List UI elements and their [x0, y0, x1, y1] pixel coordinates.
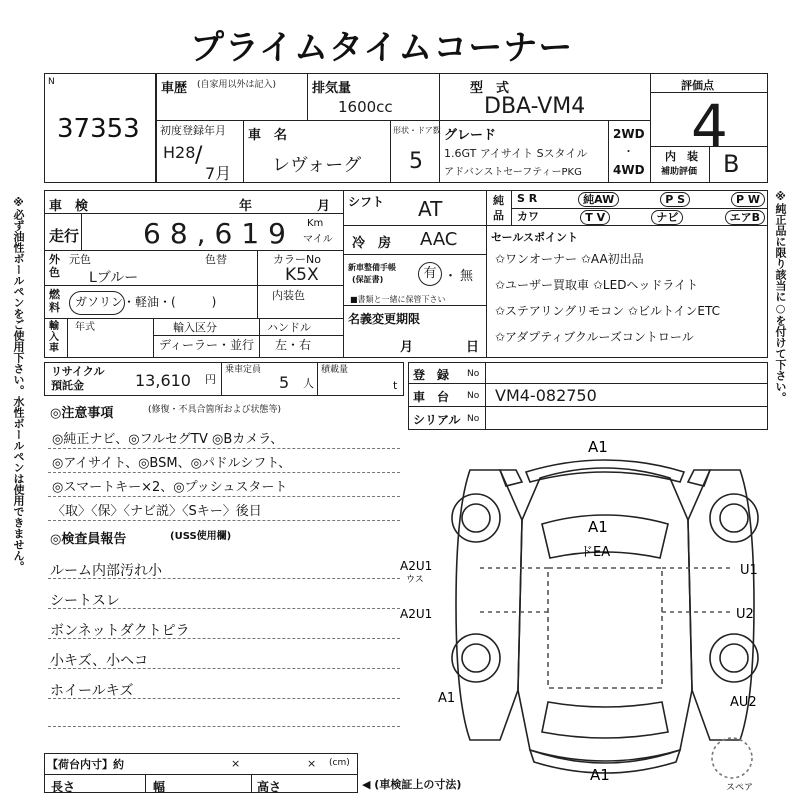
- lot-label: N: [48, 77, 55, 87]
- import-year-label: 年式: [75, 322, 95, 333]
- import-category-label: 輸入区分: [173, 321, 217, 334]
- model-value: DBA-VM4: [484, 94, 586, 119]
- registration-no: No: [467, 369, 480, 379]
- capacity-unit: 人: [303, 377, 314, 390]
- note-line: ◎純正ナビ、◎フルセグTV ◎Bカメラ、: [52, 432, 284, 447]
- equipment-box: [486, 190, 768, 226]
- shaken-year: 年: [239, 199, 253, 214]
- equipment-item[interactable]: S R: [517, 192, 538, 205]
- sales-item: ✩ステアリングリモコン ✩ビルトインETC: [495, 304, 720, 318]
- serial-label: シリアル: [413, 413, 461, 427]
- chassis-label: 車 台: [413, 390, 450, 404]
- displacement-label: 排気量: [312, 81, 352, 96]
- import-box: [44, 318, 344, 358]
- doors-value: 5: [409, 149, 423, 174]
- inspector-list: [50, 556, 390, 706]
- mark-left-upper: A2U1: [400, 559, 433, 573]
- color-value: Lブルー: [89, 270, 139, 286]
- load-unit: t: [393, 379, 398, 392]
- inspector-sub-label: (USS使用欄): [170, 531, 232, 542]
- serial-box: [408, 406, 768, 430]
- note-line: ◎アイサイト、◎BSM、◎パドルシフト、: [52, 456, 292, 471]
- doors-box: [390, 120, 440, 183]
- aircon-box: [343, 225, 487, 255]
- first-reg-label: 初度登録年月: [160, 124, 226, 137]
- mark-bottom: A1: [590, 766, 610, 784]
- notes-list: [52, 428, 402, 524]
- cargo-note: ◀ (車検証上の寸法): [362, 778, 462, 791]
- cargo-unit: (cm): [329, 758, 350, 768]
- mileage-value: 68,619: [143, 217, 295, 250]
- name-period-box: [343, 305, 487, 358]
- fuel-selected-circle: [69, 291, 125, 315]
- warranty-no[interactable]: 無: [460, 269, 474, 284]
- notes-label: ◎注意事項: [50, 406, 114, 421]
- registration-box: [408, 362, 768, 384]
- car-name-label: 車 名: [248, 128, 288, 143]
- mark-rear-right: AU2: [730, 695, 757, 710]
- grade-score-box: [650, 73, 768, 183]
- chassis-value: VM4-082750: [495, 386, 597, 405]
- equipment-item[interactable]: T V: [580, 210, 610, 225]
- import-category-value[interactable]: ディーラー・並行: [159, 338, 255, 352]
- interior-sub-label: 補助評価: [661, 167, 698, 177]
- notes-section: [44, 398, 404, 526]
- mark-front-note: ドEA: [580, 545, 611, 560]
- first-reg-year: H28: [163, 143, 196, 162]
- shaken-month: 月: [317, 199, 331, 214]
- model-label: 型 式: [470, 81, 510, 96]
- cargo-length: 長さ: [51, 780, 76, 794]
- shift-box: [343, 190, 487, 226]
- fuel-box: [44, 285, 344, 319]
- capacity-label: 乗車定員: [225, 365, 262, 375]
- recycle-box: [44, 362, 404, 396]
- lot-number: 37353: [57, 114, 140, 144]
- recycle-value: 13,610: [135, 371, 191, 390]
- inspector-line: ホイールキズ: [50, 683, 134, 699]
- mark-right-lower: U2: [736, 607, 754, 622]
- import-handle-value[interactable]: 左・右: [275, 338, 312, 352]
- first-reg-month: 7月: [205, 164, 232, 183]
- color-code: K5X: [285, 265, 319, 285]
- import-label: 輸入車: [49, 321, 59, 354]
- equipment-item[interactable]: エアB: [725, 210, 765, 225]
- capacity-value: 5: [279, 373, 290, 392]
- equipment-item[interactable]: ナビ: [651, 210, 683, 225]
- shift-label: シフト: [348, 195, 385, 209]
- aircon-label: 冷 房: [352, 236, 392, 251]
- sales-box: [486, 225, 768, 358]
- drive-sep: ・: [623, 145, 634, 158]
- sales-label: セールスポイント: [491, 231, 579, 244]
- color-code-label: カラーNo: [273, 253, 321, 266]
- mileage-unit-mile: マイル: [303, 234, 333, 245]
- mark-left-upper-sub: ウス: [406, 575, 424, 585]
- equipment-item[interactable]: 純AW: [578, 192, 619, 207]
- shift-value: AT: [418, 197, 443, 221]
- mark-rear-left: A1: [438, 691, 456, 706]
- equipment-item[interactable]: P S: [660, 192, 690, 207]
- inspector-line: ボンネットダクトピラ: [50, 623, 190, 639]
- registration-label: 登 録: [413, 368, 450, 382]
- mileage-label: 走行: [49, 227, 80, 245]
- grade-line2: アドバンストセーフティーPKG: [444, 167, 582, 178]
- warranty-yes[interactable]: 有: [418, 262, 442, 286]
- cargo-label: 【荷台内寸】約: [47, 758, 124, 771]
- grade-label: グレード: [444, 128, 497, 143]
- fuel-options[interactable]: ガソリン・軽油・( ): [75, 295, 217, 309]
- sales-item: ✩アダプティブクルーズコントロール: [495, 330, 694, 344]
- sales-item: ✩ユーザー買取車 ✩LEDヘッドライト: [495, 278, 699, 292]
- equipment-side-label: 純品: [493, 194, 504, 222]
- fuel-label: 燃料: [49, 288, 60, 314]
- inspector-section: [44, 526, 404, 746]
- drive-4wd[interactable]: 4WD: [613, 163, 645, 177]
- mark-left-lower: A2U1: [400, 607, 433, 621]
- grade-score-value: 4: [691, 92, 728, 160]
- spare-label: スペア: [726, 783, 754, 793]
- drive-box: [608, 120, 651, 183]
- equipment-item[interactable]: P W: [731, 192, 765, 207]
- inspector-line: ルーム内部汚れ小: [50, 563, 162, 579]
- sales-item: ✩ワンオーナー ✩AA初出品: [495, 252, 644, 266]
- note-line: 〈取〉〈保〉〈ナビ説〉〈Sキー〉後日: [52, 504, 262, 519]
- doors-label: 形状・ドア数: [393, 126, 441, 135]
- color-current-label: 色替: [205, 253, 227, 266]
- history-note: (自家用以外は記入): [197, 80, 277, 90]
- inspector-line: 小キズ、小ヘコ: [50, 653, 149, 669]
- warranty-note: ■書類と一緒に保管下さい: [350, 295, 446, 304]
- mark-right-upper: U1: [740, 563, 758, 578]
- name-period-label: 名義変更期限: [348, 312, 421, 326]
- serial-no: No: [467, 414, 480, 424]
- mark-top: A1: [588, 438, 608, 456]
- model-box: [439, 73, 651, 121]
- inspector-label: ◎検査員報告: [50, 532, 127, 547]
- cargo-box: [44, 753, 358, 793]
- recycle-unit: 円: [205, 373, 216, 386]
- color-label: 外色: [49, 253, 60, 279]
- load-label: 積載量: [321, 365, 349, 375]
- car-name-box: [243, 120, 391, 183]
- recycle-label: リサイクル: [51, 365, 105, 378]
- chassis-box: [408, 383, 768, 407]
- shaken-box: [44, 190, 344, 214]
- mileage-unit-km: Km: [307, 218, 324, 229]
- drive-2wd[interactable]: 2WD: [613, 127, 645, 141]
- displacement-value: 1600cc: [338, 98, 393, 116]
- interior-color-label: 内装色: [272, 289, 305, 302]
- cargo-x1: ×: [231, 757, 241, 770]
- color-box: [44, 250, 344, 286]
- mileage-box: [44, 213, 344, 251]
- displacement-box: [307, 73, 440, 121]
- inspector-line: シートスレ: [50, 593, 120, 609]
- warranty-label: 新車整備手帳: [348, 263, 396, 272]
- mark-roof: A1: [588, 518, 608, 536]
- interior-value: B: [723, 150, 740, 178]
- warranty-box: 新車整備手帳 (保証書) 有 ・ 無 ■書類と一緒に保管下さい: [343, 254, 487, 306]
- shaken-label: 車 検: [49, 199, 89, 214]
- note-line: ◎スマートキー×2、◎プッシュスタート: [52, 480, 288, 495]
- history-box: [156, 73, 308, 121]
- history-label: 車歴: [161, 81, 188, 96]
- side-note-left: ※必ず油性ボールペンをご使用下さい。水性ボールペンは使用できません。: [12, 196, 25, 572]
- first-reg-box: 初度登録年月 H28 / 7月: [156, 120, 244, 183]
- side-note-right: ※純正品に限り該当に○を付けて下さい。: [774, 190, 787, 403]
- name-period-day: 日: [466, 340, 480, 355]
- grade-line1: 1.6GT アイサイト Sスタイル: [444, 147, 588, 160]
- equipment-item[interactable]: カワ: [517, 210, 539, 223]
- warranty-sub-label: (保証書): [352, 275, 384, 284]
- car-name-value: レヴォーグ: [272, 155, 362, 176]
- cargo-x2: ×: [307, 757, 317, 770]
- sales-list: [495, 246, 765, 350]
- import-handle-label: ハンドル: [267, 321, 311, 334]
- equipment-row-1: [517, 192, 765, 207]
- interior-label: 内 装: [665, 150, 698, 163]
- recycle-sub-label: 預託金: [51, 379, 84, 392]
- grade-score-label: 評価点: [681, 79, 714, 92]
- name-period-month: 月: [400, 340, 414, 355]
- page-title: プライムタイムコーナー: [190, 28, 574, 68]
- color-orig-label: 元色: [69, 253, 91, 266]
- cargo-width: 幅: [153, 780, 166, 794]
- lot-box: [44, 73, 156, 183]
- notes-sub-label: (修復・不具合箇所および状態等): [148, 405, 282, 415]
- grade-box: [439, 120, 609, 183]
- equipment-row-2: [517, 210, 765, 225]
- aircon-value: AAC: [420, 229, 458, 250]
- cargo-height: 高さ: [257, 780, 282, 794]
- chassis-no: No: [467, 391, 480, 401]
